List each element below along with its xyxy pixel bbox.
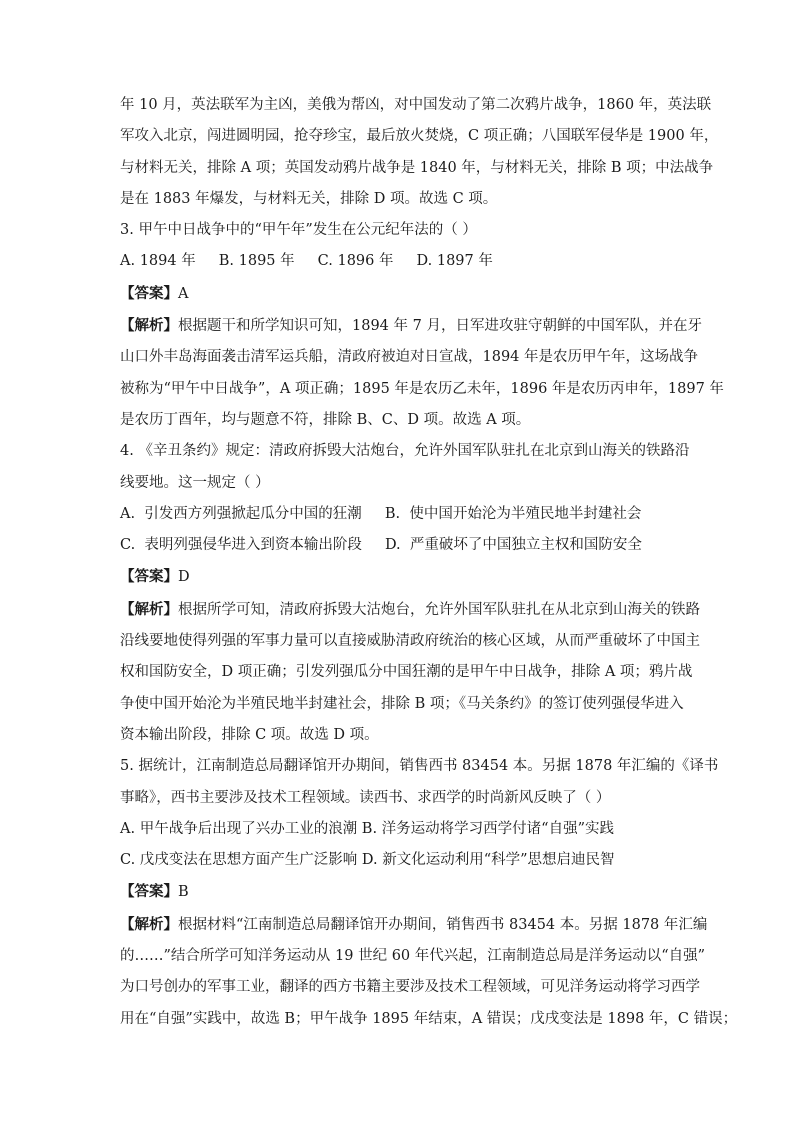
question-4 [120,436,700,751]
question-stem: 4. 《辛丑条约》规定：清政府拆毁大沽炮台，允许外国军队驻扎在北京到山海关的铁路沿 [120,443,690,460]
question-stem: 线要地。这一规定（ ） [120,474,270,491]
question-5 [120,751,738,1035]
analysis-text: 根据材料“江南制造总局翻译馆开办期间，销售西书 83454 本。另据 1878 年汇编 [178,916,708,933]
analysis-line [120,909,708,941]
analysis-label: 【解析】 [120,915,178,933]
text-line: 年 10 月，英法联军为主凶，美俄为帮凶，对中国发动了第二次鸦片战争，1860 年，英法联 [120,97,712,113]
answer-value: B [178,884,189,901]
analysis-label: 【解析】 [120,317,178,335]
analysis-line: 被称为“甲午中日战争”，A 项正确；1895 年是农历乙未年，1896 年是农历丙申年，1897 年 [120,380,724,397]
question-stem: 3. 甲午中日战争中的“甲午年”发生在公元纪年法的（ ） [120,222,477,239]
question-options: A. 1894 年 B. 1895 年 C. 1896 年 D. 1897 年 [120,253,493,270]
analysis-line: 用在“自强”实践中，故选 B；甲午战争 1895 年结束，A 错误；戊戌变法是 1898 年，C 错误； [120,1010,738,1027]
analysis-label: 【解析】 [120,600,178,618]
analysis-text: 根据题干和所学知识可知，1894 年 7 月，日军进攻驻守朝鲜的中国军队，并在牙 [178,318,702,335]
analysis-line: 为口号创办的军事工业，翻译的西方书籍主要涉及技术工程领域，可见洋务运动将学习西学 [120,979,700,996]
question-stem: 事略》，西书主要涉及技术工程领域。读西书、求西学的时尚新风反映了（ ） [120,789,611,806]
answer-label: 【答案】 [120,568,178,586]
question-3 [120,215,724,436]
intro-paragraph [120,90,719,215]
analysis-line [120,594,700,626]
analysis-line: 争使中国开始沦为半殖民地半封建社会，排除 B 项；《马关条约》的签订使列强侵华进入 [120,695,684,712]
text-line: 与材料无关，排除 A 项；英国发动鸦片战争是 1840 年，与材料无关，排除 B 项；中法战争 [120,159,714,176]
answer-line [120,278,674,310]
analysis-line: 权和国防安全，D 项正确；引发列强瓜分中国狂潮的是甲午中日战争，排除 A 项；鸦片战 [120,664,693,681]
analysis-line: 资本输出阶段，排除 C 项。故选 D 项。 [120,726,379,743]
answer-label: 【答案】 [120,284,178,302]
question-options: A. 引发西方列强掀起瓜分中国的狂潮 B. 使中国开始沦为半殖民地半封建社会 [120,505,642,522]
answer-line [120,876,674,908]
question-options: C. 戊戌变法在思想方面产生广泛影响 D. 新文化运动利用“科学”思想启迪民智 [120,852,615,869]
analysis-line: 沿线要地使得列强的军事力量可以直接威胁清政府统治的核心区域，从而严重破坏了中国主 [120,633,700,650]
answer-value: A [178,285,189,302]
question-options: C. 表明列强侵华进入到资本输出阶段 D. 严重破坏了中国独立主权和国防安全 [120,537,642,554]
question-stem: 5. 据统计，江南制造总局翻译馆开办期间，销售西书 83454 本。另据 1878 年汇编的《译书 [120,758,719,775]
analysis-line: 山口外丰岛海面袭击清军运兵船，清政府被迫对日宣战，1894 年是农历甲午年，这场战争 [120,349,699,366]
text-line: 军攻入北京，闯进圆明园，抢夺珍宝，最后放火焚烧，C 项正确；八国联军侵华是 1900 年， [120,128,719,145]
answer-value: D [178,569,190,586]
answer-line [120,561,674,593]
analysis-text: 根据所学可知，清政府拆毁大沽炮台，允许外国军队驻扎在从北京到山海关的铁路 [178,601,700,618]
text-line: 是在 1883 年爆发，与材料无关，排除 D 项。故选 C 项。 [120,190,498,207]
analysis-line [120,310,702,342]
analysis-line: 是农历丁酉年，均与题意不符，排除 B、C、D 项。故选 A 项。 [120,411,531,428]
question-options: A. 甲午战争后出现了兴办工业的浪潮 B. 洋务运动将学习西学付诸“自强”实践 [120,820,614,837]
analysis-line: 的……”结合所学可知洋务运动从 19 世纪 60 年代兴起，江南制造总局是洋务运动以“自强” [120,948,706,965]
answer-label: 【答案】 [120,883,178,901]
